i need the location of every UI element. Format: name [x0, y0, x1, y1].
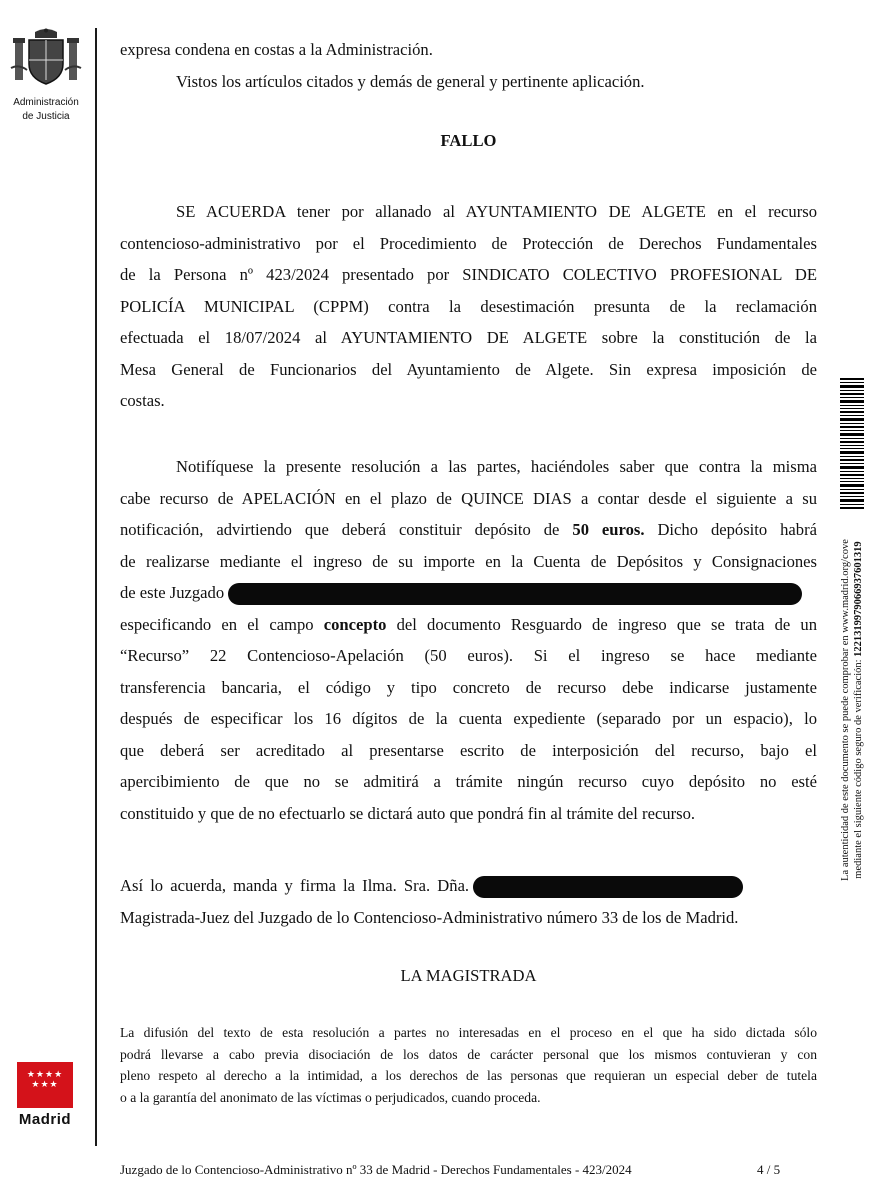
- barcode-icon: [840, 378, 864, 510]
- page-number: 4 / 5: [757, 1162, 781, 1177]
- text-line: contencioso-administrativo por el Procedimiento de Protección de Derechos Fundamentales: [120, 233, 817, 253]
- text-span: de este Juzgado: [120, 583, 225, 602]
- magistrada-heading: LA MAGISTRADA: [400, 966, 537, 985]
- note-line: podrá llevarse a cabo previa disociación de los datos de carácter personal que los mismos contuvieran y con: [120, 1046, 817, 1062]
- text-line: expresa condena en costas a la Administración.: [120, 40, 433, 59]
- deposit-amount: 50 euros.: [572, 520, 645, 539]
- text-line: costas.: [120, 391, 165, 410]
- note-line: pleno respeto al derecho a la intimidad, a los derechos de las personas que requieran un especial deber de tutela: [120, 1068, 817, 1083]
- text-line: efectuada el 18/07/2024 al AYUNTAMIENTO DE ALGETE sobre la constitución de la: [120, 328, 817, 347]
- text-line: transferencia bancaria, el código y tipo concreto de recurso debe indicarse justamente: [120, 677, 817, 697]
- text-line: [120, 514, 817, 546]
- coat-of-arms-icon: [9, 28, 83, 90]
- text-line: que deberá ser acreditado al presentarse escrito de interposición del recurso, bajo el: [120, 740, 817, 760]
- madrid-flag-icon: [17, 1062, 73, 1108]
- text-line: Magistrada-Juez del Juzgado de lo Contencioso-Administrativo número 33 de los de Madrid.: [120, 907, 739, 927]
- verification-prefix: mediante el siguiente código seguro de verificación:: [853, 659, 864, 879]
- privacy-note: [120, 1022, 817, 1108]
- text-span: Dicho depósito habrá: [657, 520, 817, 539]
- notification-paragraph: [120, 451, 817, 829]
- verification-text: [839, 510, 865, 910]
- concepto-bold: concepto: [323, 614, 387, 634]
- text-line: “Recurso” 22 Contencioso-Apelación (50 euros). Si el ingreso se hace mediante: [120, 646, 817, 665]
- signature-paragraph: [120, 870, 817, 933]
- fallo-heading: FALLO: [440, 131, 497, 150]
- text-line: de la Persona nº 423/2024 presentado por SINDICATO COLECTIVO PROFESIONAL DE: [120, 265, 817, 284]
- text-span: notificación, advirtiendo que deberá constituir depósito de: [120, 520, 560, 539]
- text-line: SE ACUERDA tener por allanado al AYUNTAMIENTO DE ALGETE en el recurso: [176, 202, 817, 221]
- note-line: o a la garantía del anonimato de las víctimas o perjudicados, cuando proceda.: [120, 1089, 541, 1105]
- verification-code: 1221319979066937601319: [853, 541, 864, 657]
- text-line: [120, 577, 817, 609]
- stars-row: ★★★: [31, 1080, 59, 1090]
- text-line: Vistos los artículos citados y demás de general y pertinente aplicación.: [176, 71, 645, 91]
- verification-line2: [852, 510, 865, 910]
- logo-caption-line1: Administración: [13, 97, 79, 108]
- text-line: de realizarse mediante el ingreso de su importe en la Cuenta de Depósitos y Consignaciones: [120, 551, 817, 571]
- verification-line1: La autenticidad de este documento se puede comprobar en www.madrid.org/cove: [840, 539, 851, 881]
- madrid-label: Madrid: [18, 1111, 72, 1128]
- text-line: POLICÍA MUNICIPAL (CPPM) contra la desestimación presunta de la reclamación: [120, 296, 817, 316]
- document-body: [120, 34, 817, 97]
- page-footer: Juzgado de lo Contencioso-Administrativo nº 33 de Madrid - Derechos Fundamentales - 423/2024: [120, 1162, 632, 1177]
- justice-logo: [8, 28, 84, 123]
- logo-caption-line2: de Justicia: [22, 111, 70, 122]
- text-line: constituido y que de no efectuarlo se dictará auto que pondrá fin al trámite del recurso.: [120, 803, 696, 823]
- stars-icon: [17, 1070, 73, 1090]
- text-line: Notifíquese la presente resolución a las partes, haciéndoles saber que contra la misma: [176, 457, 817, 476]
- text-line: [120, 870, 817, 902]
- fallo-paragraph: [120, 196, 817, 417]
- text-line: Mesa General de Funcionarios del Ayuntamiento de Algete. Sin expresa imposición de: [120, 359, 817, 379]
- redaction-bar: [228, 583, 802, 605]
- stars-row: ★★★★: [26, 1070, 64, 1080]
- madrid-logo: [12, 1062, 78, 1128]
- margin-rule: [95, 28, 97, 1146]
- redaction-bar: [473, 876, 743, 898]
- text-line: [120, 609, 817, 641]
- text-line: apercibimiento de que no se admitirá a trámite ningún recurso cuyo depósito no esté: [120, 772, 817, 791]
- text-span: Así lo acuerda, manda y firma la Ilma. Sra. Dña.: [120, 876, 470, 895]
- text-span: especificando en el campo: [120, 614, 314, 634]
- text-span: del documento Resguardo de ingreso que se trata de un: [396, 614, 818, 634]
- text-line: cabe recurso de APELACIÓN en el plazo de QUINCE DIAS a contar desde el siguiente a su: [120, 488, 817, 508]
- text-line: después de especificar los 16 dígitos de la cuenta expediente (separado por un espacio), lo: [120, 709, 817, 728]
- note-line: La difusión del texto de esta resolución a partes no interesadas en el proceso en el que ha sido dictada sólo: [120, 1025, 817, 1040]
